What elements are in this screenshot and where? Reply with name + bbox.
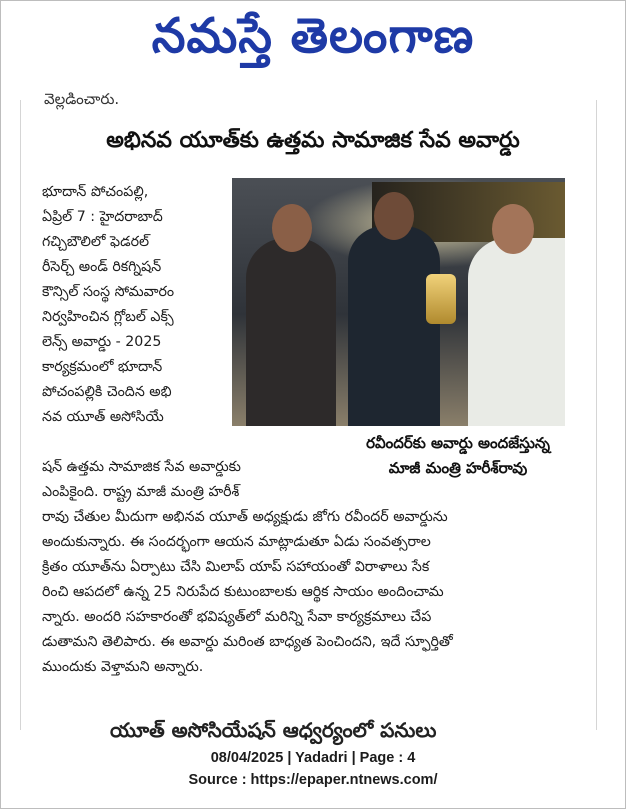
clipped-previous-line: వెల్లడించారు.	[44, 90, 120, 108]
article-line: రావు చేతుల మీదుగా అభినవ యూత్ అధ్యక్షుడు జోగు రవీందర్ అవార్డును	[42, 509, 448, 525]
article-headline: అభినవ యూత్‌కు ఉత్తమ సామాజిక సేవ అవార్డు	[106, 128, 520, 153]
photo-person-head	[492, 204, 534, 254]
photo-person-left	[246, 238, 336, 426]
newspaper-masthead: నమస్తే తెలంగాణ	[151, 8, 475, 64]
photo-caption-line: మాజీ మంత్రి హరీశ్‌రావు	[388, 459, 528, 477]
photo-person-head	[272, 204, 312, 252]
article-line: ముందుకు వెళ్తామని అన్నారు.	[42, 659, 204, 675]
photo-trophy	[426, 274, 456, 324]
photo-caption-line: రవీందర్‌కు అవార్డు అందజేస్తున్న	[366, 434, 550, 452]
article-line: అందుకున్నారు. ఈ సందర్భంగా ఆయన మాట్లాడుతూ ఏడు సంవత్సరాల	[42, 534, 431, 550]
article-line: ఎంపికైంది. రాష్ట్ర మాజీ మంత్రి హరీశ్	[42, 484, 240, 500]
article-line: కార్యక్రమంలో భూదాన్	[42, 359, 163, 375]
article-line: కౌన్సిల్ సంస్థ సోమవారం	[42, 284, 175, 300]
article-line: నవ యూత్ అసోసియే	[42, 409, 164, 425]
article-line: భూదాన్ పోచంపల్లి,	[42, 184, 149, 200]
article-line: పోచంపల్లికి చెందిన అభి	[42, 384, 172, 400]
column-rule-left	[20, 100, 21, 730]
article-line: క్రితం యూత్‌ను ఏర్పాటు చేసి మిలాప్ యాప్ సహాయంతో విరాళాలు సేక	[42, 559, 430, 575]
footer-edition-info: 08/04/2025 | Yadadri | Page : 4	[210, 750, 416, 766]
footer-source: Source : https://epaper.ntnews.com/	[188, 772, 438, 788]
article-line: రీసెర్చ్ అండ్ రికగ్నిషన్	[42, 259, 162, 275]
next-article-heading-clipped: యూత్ అసోసియేషన్ ఆధ్వర్యంలో పనులు	[110, 718, 437, 742]
photo-person-center	[348, 226, 440, 426]
article-line: నిర్వహించిన గ్లోబల్ ఎక్స్	[42, 309, 174, 325]
article-line: రించి ఆపదలో ఉన్న 25 నిరుపేద కుటుంబాలకు ఆర్థిక సాయం అందించామ	[42, 584, 444, 600]
column-rule-right	[596, 100, 597, 730]
article-line: లెన్స్ అవార్డు - 2025	[42, 334, 162, 350]
article-line: న్నారు. అందరి సహకారంతో భవిష్యత్‌లో మరిన్ని సేవా కార్యక్రమాలు చేప	[42, 609, 432, 625]
article-line: డుతామని తెలిపారు. ఈ అవార్డు మరింత బాధ్యత పెంచిందని, ఇదే స్ఫూర్తితో	[42, 634, 453, 650]
photo-person-head	[374, 192, 414, 240]
article-line: గచ్చిబౌలిలో ఫెడరల్	[42, 234, 150, 250]
photo-person-right	[468, 238, 565, 426]
award-photo	[232, 178, 565, 426]
article-line: ఏప్రిల్ 7 : హైదరాబాద్	[42, 209, 163, 225]
article-line: షన్ ఉత్తమ సామాజిక సేవ అవార్డుకు	[42, 459, 241, 475]
